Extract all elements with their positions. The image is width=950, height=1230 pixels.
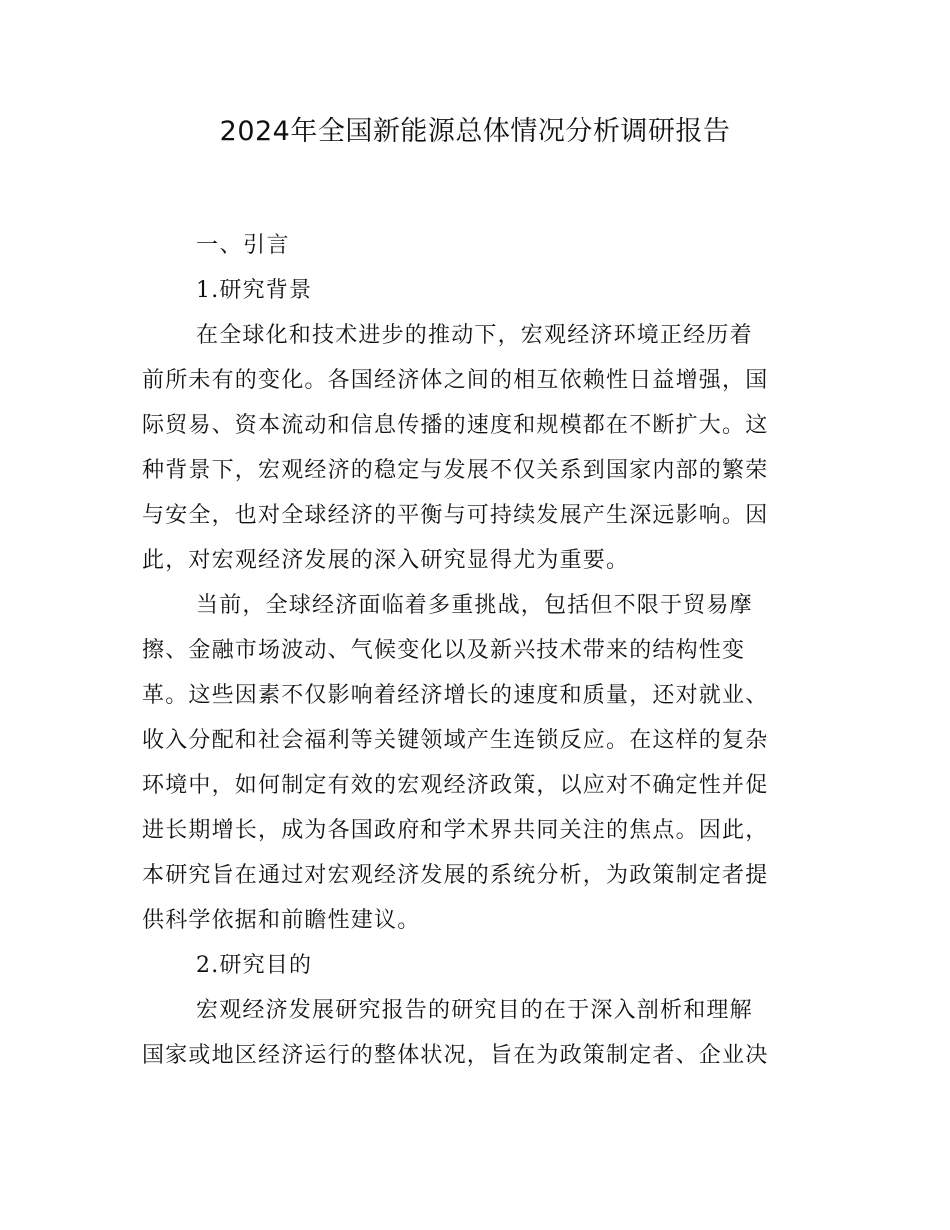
paragraph-line: 收入分配和社会福利等关键领域产生连锁反应。在这样的复杂: [142, 728, 769, 753]
paragraph-background-2: [142, 583, 810, 943]
document-body: [142, 223, 810, 1078]
section-heading-introduction: 一、引言: [196, 233, 291, 258]
paragraph-line: 际贸易、资本流动和信息传播的速度和规模都在不断扩大。这: [142, 413, 769, 438]
subsection-heading-purpose: 2.研究目的: [196, 953, 313, 978]
paragraph-line: 种背景下，宏观经济的稳定与发展不仅关系到国家内部的繁荣: [142, 458, 769, 483]
paragraph-line: 环境中，如何制定有效的宏观经济政策，以应对不确定性并促: [142, 773, 769, 798]
subsection-heading-background: 1.研究背景: [196, 278, 313, 303]
paragraph-line: 供科学依据和前瞻性建议。: [142, 908, 421, 933]
paragraph-line: 当前，全球经济面临着多重挑战，包括但不限于贸易摩: [196, 593, 753, 618]
paragraph-line: 擦、金融市场波动、气候变化以及新兴技术带来的结构性变: [142, 638, 746, 663]
paragraph-line: 国家或地区经济运行的整体状况，旨在为政策制定者、企业决: [142, 1043, 769, 1068]
paragraph-line: 本研究旨在通过对宏观经济发展的系统分析，为政策制定者提: [142, 863, 769, 888]
paragraph-line: 在全球化和技术进步的推动下，宏观经济环境正经历着: [196, 323, 753, 348]
paragraph-line: 宏观经济发展研究报告的研究目的在于深入剖析和理解: [196, 998, 753, 1023]
paragraph-purpose-1: [142, 988, 810, 1078]
paragraph-line: 与安全，也对全球经济的平衡与可持续发展产生深远影响。因: [142, 503, 769, 528]
paragraph-line: 进长期增长，成为各国政府和学术界共同关注的焦点。因此，: [142, 818, 769, 843]
paragraph-background-1: [142, 313, 810, 583]
document-title: 2024年全国新能源总体情况分析调研报告: [219, 116, 731, 147]
paragraph-line: 前所未有的变化。各国经济体之间的相互依赖性日益增强，国: [142, 368, 769, 393]
paragraph-line: 此，对宏观经济发展的深入研究显得尤为重要。: [142, 548, 630, 573]
paragraph-line: 革。这些因素不仅影响着经济增长的速度和质量，还对就业、: [142, 683, 769, 708]
